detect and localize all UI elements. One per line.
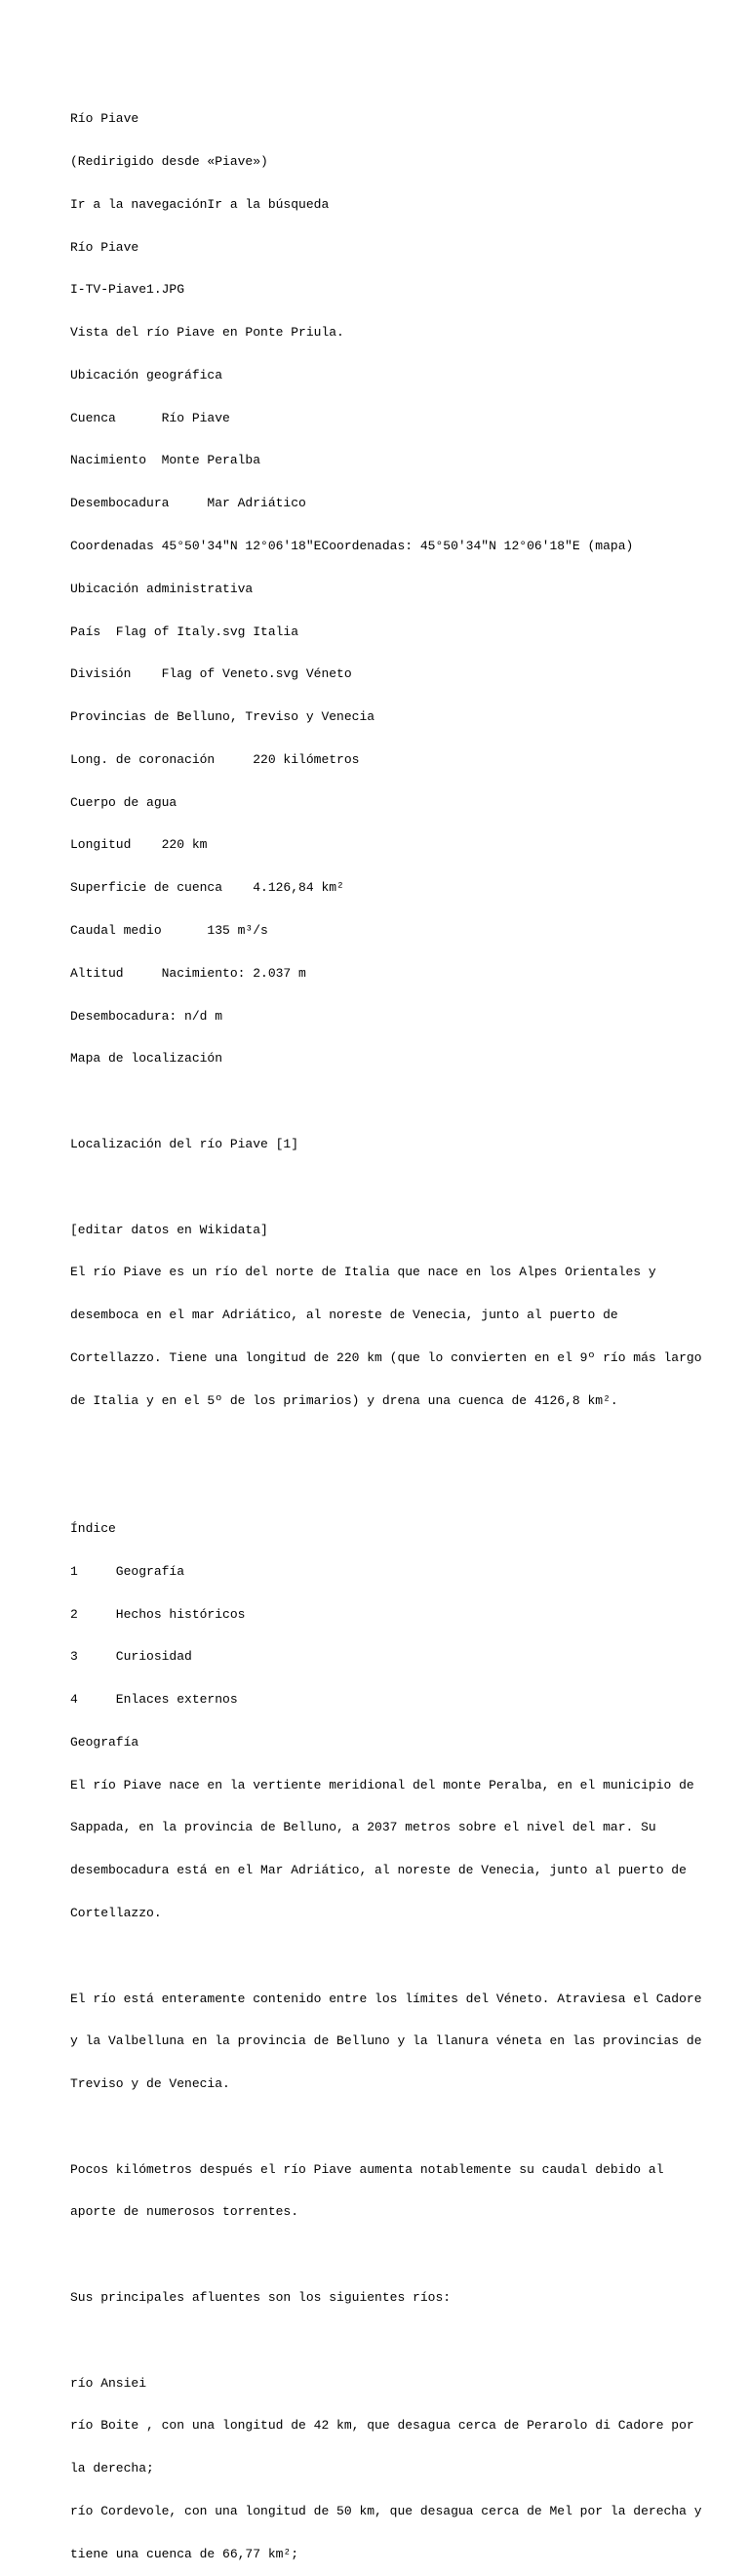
document-body [70, 84, 702, 2576]
body-paragraph-line: El río está enteramente contenido entre los límites del Véneto. Atraviesa el Cadore [70, 1991, 702, 2006]
infobox-section-heading: Ubicación geográfica [70, 367, 223, 382]
infobox-row: Superficie de cuenca 4.126,84 km² [70, 880, 344, 896]
body-paragraph-line: El río Piave nace en la vertiente meridional del monte Peralba, en el municipio de [70, 1777, 694, 1792]
body-paragraph-line: y la Valbelluna en la provincia de Belluno y la llanura véneta en las provincias de [70, 2033, 702, 2049]
body-paragraph-line: Pocos kilómetros después el río Piave aumenta notablemente su caudal debido al [70, 2161, 664, 2177]
list-item: río Ansiei [70, 2375, 147, 2391]
blank-line [70, 2334, 694, 2349]
infobox-caption: Vista del río Piave en Ponte Priula. [70, 325, 344, 341]
infobox-image-name: I-TV-Piave1.JPG [70, 282, 185, 298]
section-heading-geografia: Geografía [70, 1734, 139, 1750]
page-title: Río Piave [70, 111, 139, 127]
infobox-map-heading: Mapa de localización [70, 1051, 223, 1067]
body-paragraph-line: desembocadura está en el Mar Adriático, al noreste de Venecia, junto al puerto de [70, 1863, 687, 1878]
infobox-row: País Flag of Italy.svg Italia [70, 624, 299, 639]
infobox-row: Long. de coronación 220 kilómetros [70, 751, 360, 767]
toc-item[interactable]: 1 Geografía [70, 1563, 185, 1579]
body-paragraph-line: Sus principales afluentes son los siguientes ríos: [70, 2290, 452, 2306]
infobox-row: División Flag of Veneto.svg Véneto [70, 666, 352, 682]
blank-line [70, 1181, 694, 1195]
blank-line [70, 1479, 694, 1494]
toc-item[interactable]: 2 Hechos históricos [70, 1606, 246, 1622]
infobox-row: Caudal medio 135 m³/s [70, 923, 268, 939]
intro-paragraph-line: El río Piave es un río del norte de Italia que nace en los Alpes Orientales y [70, 1265, 656, 1280]
blank-line [70, 2120, 694, 2135]
blank-line [70, 1436, 694, 1451]
infobox-row: Provincias de Belluno, Treviso y Venecia [70, 709, 375, 725]
infobox-row: Longitud 220 km [70, 837, 208, 853]
list-item-continuation: tiene una cuenca de 66,77 km²; [70, 2546, 299, 2561]
list-item: río Boite , con una longitud de 42 km, que desagua cerca de Perarolo di Cadore por [70, 2418, 694, 2434]
infobox-row: Altitud Nacimiento: 2.037 m [70, 965, 306, 981]
infobox-row-coordinates: Coordenadas 45°50′34″N 12°06′18″ECoordenadas: 45°50′34″N 12°06′18″E (mapa) [70, 539, 634, 553]
body-paragraph-line: Cortellazzo. [70, 1906, 162, 1920]
infobox-section-heading: Ubicación administrativa [70, 581, 254, 596]
infobox-row: Desembocadura Mar Adriático [70, 496, 306, 511]
infobox-title: Río Piave [70, 239, 139, 255]
blank-line [70, 1950, 694, 1964]
toc-heading: Índice [70, 1520, 116, 1536]
edit-wikidata-link[interactable]: [editar datos en Wikidata] [70, 1222, 268, 1237]
body-paragraph-line: aporte de numerosos torrentes. [70, 2204, 299, 2220]
list-item: río Cordevole, con una longitud de 50 km, que desagua cerca de Mel por la derecha y [70, 2503, 702, 2518]
map-caption: Localización del río Piave [1] [70, 1136, 299, 1151]
redirect-note: (Redirigido desde «Piave») [70, 153, 268, 169]
blank-line [70, 1095, 694, 1109]
navigation-links[interactable]: Ir a la navegaciónIr a la búsqueda [70, 196, 330, 212]
body-paragraph-line: Sappada, en la provincia de Belluno, a 2037 metros sobre el nivel del mar. Su [70, 1820, 656, 1835]
blank-line [70, 2248, 694, 2263]
infobox-row: Desembocadura: n/d m [70, 1008, 223, 1024]
intro-paragraph-line: desemboca en el mar Adriático, al noreste de Venecia, junto al puerto de [70, 1308, 618, 1323]
infobox-row: Cuenca Río Piave [70, 410, 230, 425]
toc-item[interactable]: 3 Curiosidad [70, 1649, 192, 1665]
intro-paragraph-line: Cortellazzo. Tiene una longitud de 220 km (que lo convierten en el 9º río más largo [70, 1349, 702, 1365]
body-paragraph-line: Treviso y de Venecia. [70, 2076, 230, 2092]
infobox-row: Nacimiento Monte Peralba [70, 453, 261, 468]
list-item-continuation: la derecha; [70, 2461, 154, 2476]
intro-paragraph-line: de Italia y en el 5º de los primarios) y drena una cuenca de 4126,8 km². [70, 1392, 618, 1408]
infobox-section-heading: Cuerpo de agua [70, 794, 177, 810]
toc-item[interactable]: 4 Enlaces externos [70, 1692, 238, 1708]
